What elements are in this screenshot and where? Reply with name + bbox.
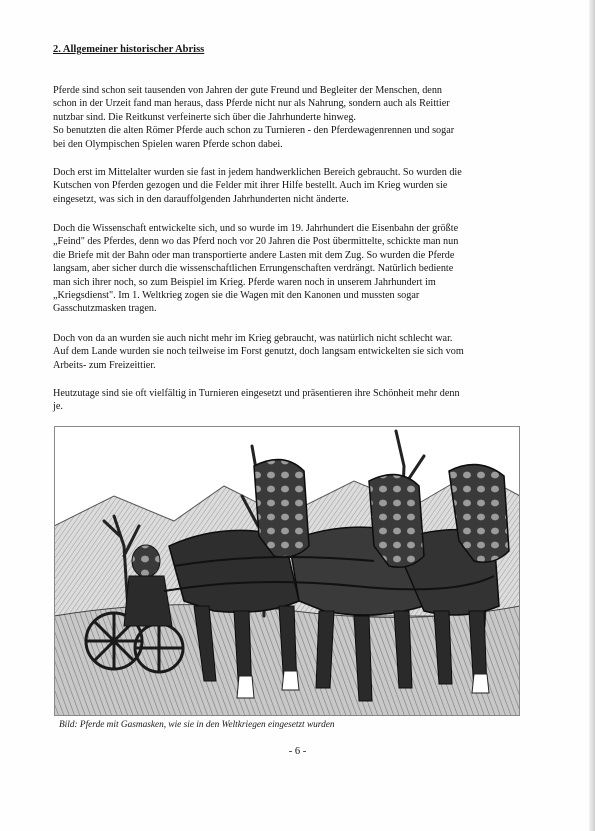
text-line: Kutschen von Pferden gezogen und die Felder mit ihrer Hilfe bestellt. Auch im Krieg wurden sie	[53, 180, 448, 192]
figure-caption: Bild: Pferde mit Gasmasken, wie sie in den Weltkriegen eingesetzt wurden	[59, 720, 335, 730]
page-edge-shadow	[589, 0, 595, 831]
text-line: Pferde sind schon seit tausenden von Jahren der gute Freund und Begleiter der Menschen, denn	[53, 85, 443, 96]
horses-with-gas-masks-drawing	[54, 426, 520, 716]
section-heading: 2. Allgemeiner historischer Abriss	[53, 44, 205, 55]
text-line: Doch von da an wurden sie auch nicht mehr im Krieg gebraucht, was natürlich nicht schlecht war.	[53, 333, 453, 344]
text-line: Arbeits- zum Freizeittier.	[53, 359, 156, 371]
text-line: Auf dem Lande wurden sie noch teilweise im Forst genutzt, doch langsam entwickelten sie sich vom	[53, 346, 464, 358]
text-line: nutzbar sind. Die Reitkunst verfeinerte sich über die Jahrhunderte hinweg.	[53, 111, 356, 123]
text-line: „Kriegsdienst". Im 1. Weltkrieg zogen sie die Wagen mit den Kanonen und mussten sogar	[53, 290, 420, 302]
text-line: Doch die Wissenschaft entwickelte sich, und so wurde im 19. Jahrhundert die Eisenbahn der größte	[53, 223, 459, 234]
text-line: „Feind" des Pferdes, denn wo das Pferd noch vor 20 Jahren die Post übermittelte, schickte man nun	[53, 236, 459, 248]
paragraph-leisure	[53, 332, 543, 372]
paragraph-history-origins	[53, 84, 543, 151]
paragraph-middle-ages	[53, 166, 543, 206]
text-line: schon in der Urzeit fand man heraus, dass Pferde nicht nur als Nahrung, sondern auch als Reittier	[53, 98, 450, 110]
paragraph-science-railway	[53, 222, 543, 316]
text-line: bei den Olympischen Spielen waren Pferde schon dabei.	[53, 138, 283, 150]
page-number: - 6 -	[288, 746, 307, 757]
text-line: eingesetzt, was sich in den darauffolgenden Jahrhunderten nicht änderte.	[53, 193, 349, 205]
text-line: je.	[53, 401, 63, 413]
paragraph-today	[53, 387, 543, 414]
text-line: langsam, aber sicher durch die wissenschaftlichen Errungenschaften verdrängt. Natürlich bediente	[53, 263, 454, 275]
text-line: Heutzutage sind sie oft vielfältig in Turnieren eingesetzt und präsentieren ihre Schönheit mehr denn	[53, 388, 460, 399]
text-line: So benutzten die alten Römer Pferde auch schon zu Turnieren - den Pferdewagenrennen und sogar	[53, 125, 455, 137]
text-line: die Briefe mit der Bahn oder man transportierte andere Lasten mit dem Zug. So wurden die Pferde	[53, 249, 455, 261]
text-line: man sich ihrer noch, so zum Beispiel im Krieg. Pferde waren noch in unserem Jahrhundert im	[53, 276, 436, 288]
text-line: Gasschutzmasken tragen.	[53, 303, 157, 315]
text-line: Doch erst im Mittelalter wurden sie fast in jedem handwerklichen Bereich gebraucht. So wurden die	[53, 167, 462, 178]
